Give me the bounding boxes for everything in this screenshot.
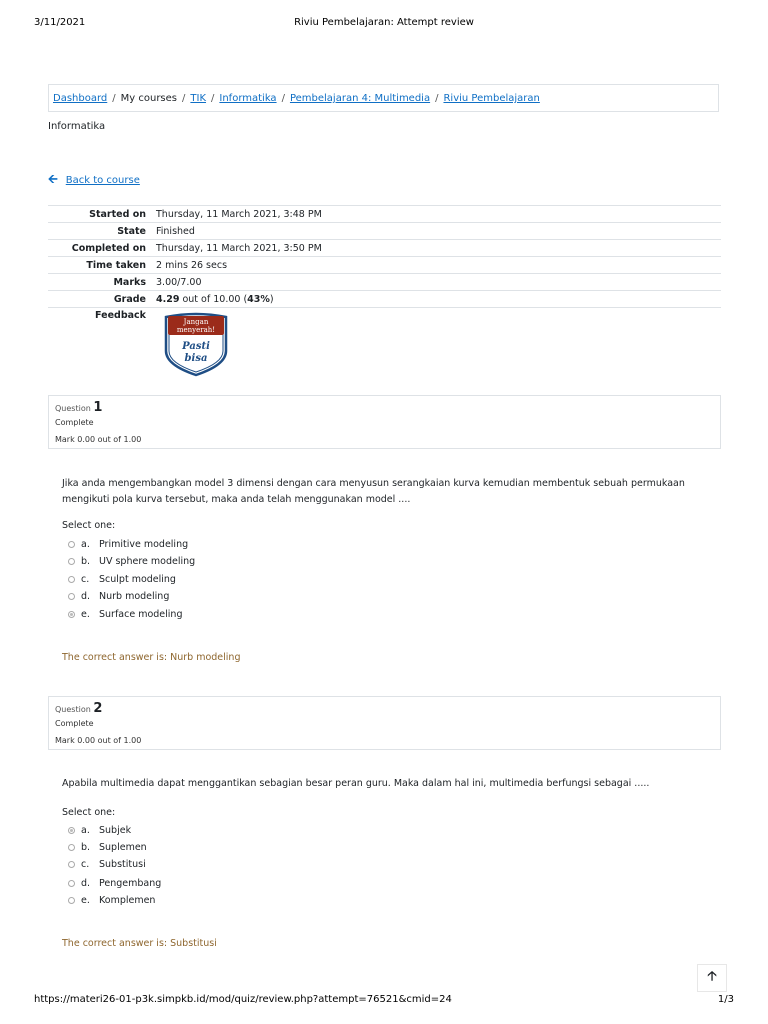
answer-option[interactable] bbox=[68, 893, 155, 907]
breadcrumb-separator: / bbox=[435, 93, 439, 104]
answer-option[interactable] bbox=[68, 607, 182, 621]
radio-button[interactable] bbox=[68, 861, 75, 868]
answer-option[interactable] bbox=[68, 572, 176, 586]
select-one-label: Select one: bbox=[62, 807, 116, 818]
correct-answer-feedback: The correct answer is: Substitusi bbox=[62, 938, 217, 949]
option-letter: b. bbox=[81, 555, 91, 567]
back-to-course-label[interactable]: Back to course bbox=[65, 175, 140, 186]
print-page-number: 1/3 bbox=[717, 994, 734, 1005]
question-text: Jika anda mengembangkan model 3 dimensi dengan cara menyusun serangkaian kurva kemudian membentuk sebuah permukaan mengikuti pola kurva tersebut, maka anda telah menggunakan model .... bbox=[62, 478, 685, 505]
option-text: UV sphere modeling bbox=[99, 555, 196, 567]
radio-button-selected[interactable] bbox=[68, 611, 75, 618]
grade-value bbox=[156, 291, 721, 308]
print-footer bbox=[0, 994, 768, 1008]
grade-mid: out of 10.00 ( bbox=[179, 293, 248, 305]
option-letter: c. bbox=[81, 858, 90, 870]
question-info-box bbox=[48, 696, 721, 750]
option-letter: d. bbox=[81, 590, 91, 602]
radio-button[interactable] bbox=[68, 880, 75, 887]
option-text: Subjek bbox=[99, 824, 132, 836]
option-text: Nurb modeling bbox=[99, 590, 170, 602]
started-label: Started on bbox=[48, 206, 156, 223]
badge-line2: menyerah! bbox=[176, 326, 216, 334]
radio-button[interactable] bbox=[68, 541, 75, 548]
print-title: Riviu Pembelajaran: Attempt review bbox=[294, 17, 474, 28]
radio-button[interactable] bbox=[68, 558, 75, 565]
question-state: Complete bbox=[55, 719, 94, 728]
grade-end: ) bbox=[269, 293, 274, 305]
breadcrumb-separator: / bbox=[112, 93, 116, 104]
summary-row-marks bbox=[48, 274, 721, 291]
arrow-up-icon: 🡡 bbox=[707, 969, 717, 984]
print-date: 3/11/2021 bbox=[34, 17, 86, 28]
question-info-box bbox=[48, 395, 721, 449]
option-letter: e. bbox=[81, 608, 90, 620]
scroll-to-top-button[interactable] bbox=[697, 964, 727, 992]
print-header bbox=[0, 17, 768, 31]
question-state: Complete bbox=[55, 418, 94, 427]
badge-line3: Pasti bbox=[182, 341, 210, 352]
marks-label: Marks bbox=[48, 274, 156, 291]
question-mark: Mark 0.00 out of 1.00 bbox=[55, 736, 142, 745]
badge-line1: Jangan bbox=[183, 318, 209, 326]
question-label: Question bbox=[55, 404, 91, 413]
breadcrumb-pembelajaran[interactable]: Pembelajaran 4: Multimedia bbox=[289, 93, 431, 104]
question-number bbox=[55, 701, 102, 716]
summary-row-feedback bbox=[48, 308, 721, 391]
summary-row-completed bbox=[48, 240, 721, 257]
option-text: Substitusi bbox=[99, 858, 146, 870]
question-text: Apabila multimedia dapat menggantikan sebagian besar peran guru. Maka dalam hal ini, multimedia berfungsi sebagai ..... bbox=[62, 778, 650, 789]
question-number bbox=[55, 400, 102, 415]
time-taken-value: 2 mins 26 secs bbox=[156, 257, 721, 274]
badge-line4: bisa bbox=[184, 353, 208, 364]
breadcrumb-tik[interactable]: TIK bbox=[190, 93, 207, 104]
state-value: Finished bbox=[156, 223, 721, 240]
question-label: Question bbox=[55, 705, 91, 714]
arrow-left-icon: 🡨 bbox=[48, 172, 58, 186]
answer-option[interactable] bbox=[68, 537, 188, 551]
option-text: Komplemen bbox=[99, 894, 156, 906]
option-letter: a. bbox=[81, 538, 90, 550]
summary-row-started bbox=[48, 206, 721, 223]
completed-value: Thursday, 11 March 2021, 3:50 PM bbox=[156, 240, 721, 257]
select-one-label: Select one: bbox=[62, 520, 116, 531]
question-number-value: 2 bbox=[93, 701, 103, 716]
option-letter: c. bbox=[81, 573, 90, 585]
breadcrumb-separator: / bbox=[211, 93, 215, 104]
course-heading: Informatika bbox=[48, 121, 106, 132]
option-text: Suplemen bbox=[99, 841, 147, 853]
grade-percent: 43% bbox=[247, 293, 270, 305]
option-letter: b. bbox=[81, 841, 91, 853]
answer-option[interactable] bbox=[68, 554, 195, 568]
radio-button-selected[interactable] bbox=[68, 827, 75, 834]
option-letter: a. bbox=[81, 824, 90, 836]
radio-button[interactable] bbox=[68, 897, 75, 904]
breadcrumb-riviu[interactable]: Riviu Pembelajaran bbox=[443, 93, 540, 104]
option-text: Surface modeling bbox=[99, 608, 183, 620]
answer-option[interactable] bbox=[68, 589, 169, 603]
feedback-value bbox=[156, 308, 721, 391]
summary-row-grade bbox=[48, 291, 721, 308]
grade-label: Grade bbox=[48, 291, 156, 308]
breadcrumb bbox=[48, 84, 719, 112]
summary-row-state bbox=[48, 223, 721, 240]
feedback-label: Feedback bbox=[48, 308, 156, 391]
option-text: Primitive modeling bbox=[99, 538, 189, 550]
grade-score: 4.29 bbox=[156, 293, 180, 305]
breadcrumb-dashboard[interactable]: Dashboard bbox=[53, 93, 108, 104]
breadcrumb-separator: / bbox=[182, 93, 186, 104]
question-number-value: 1 bbox=[93, 400, 103, 415]
radio-button[interactable] bbox=[68, 593, 75, 600]
marks-value: 3.00/7.00 bbox=[156, 274, 721, 291]
breadcrumb-my-courses: My courses bbox=[120, 93, 178, 104]
time-taken-label: Time taken bbox=[48, 257, 156, 274]
attempt-summary-table bbox=[48, 205, 721, 390]
correct-answer-feedback: The correct answer is: Nurb modeling bbox=[62, 652, 241, 663]
answer-option[interactable] bbox=[68, 857, 146, 871]
print-url: https://materi26-01-p3k.simpkb.id/mod/quiz/review.php?attempt=76521&cmid=24 bbox=[34, 994, 452, 1005]
option-text: Sculpt modeling bbox=[99, 573, 176, 585]
summary-row-time bbox=[48, 257, 721, 274]
question-mark: Mark 0.00 out of 1.00 bbox=[55, 435, 142, 444]
option-letter: e. bbox=[81, 894, 90, 906]
breadcrumb-separator: / bbox=[281, 93, 285, 104]
breadcrumb-informatika[interactable]: Informatika bbox=[219, 93, 277, 104]
radio-button[interactable] bbox=[68, 844, 75, 851]
completed-label: Completed on bbox=[48, 240, 156, 257]
answer-option[interactable] bbox=[68, 876, 161, 890]
feedback-badge-image bbox=[162, 311, 230, 377]
option-letter: d. bbox=[81, 877, 91, 889]
state-label: State bbox=[48, 223, 156, 240]
answer-option[interactable] bbox=[68, 840, 147, 854]
started-value: Thursday, 11 March 2021, 3:48 PM bbox=[156, 206, 721, 223]
option-text: Pengembang bbox=[99, 877, 162, 889]
back-to-course-link[interactable] bbox=[48, 170, 140, 191]
answer-option[interactable] bbox=[68, 823, 131, 837]
radio-button[interactable] bbox=[68, 576, 75, 583]
